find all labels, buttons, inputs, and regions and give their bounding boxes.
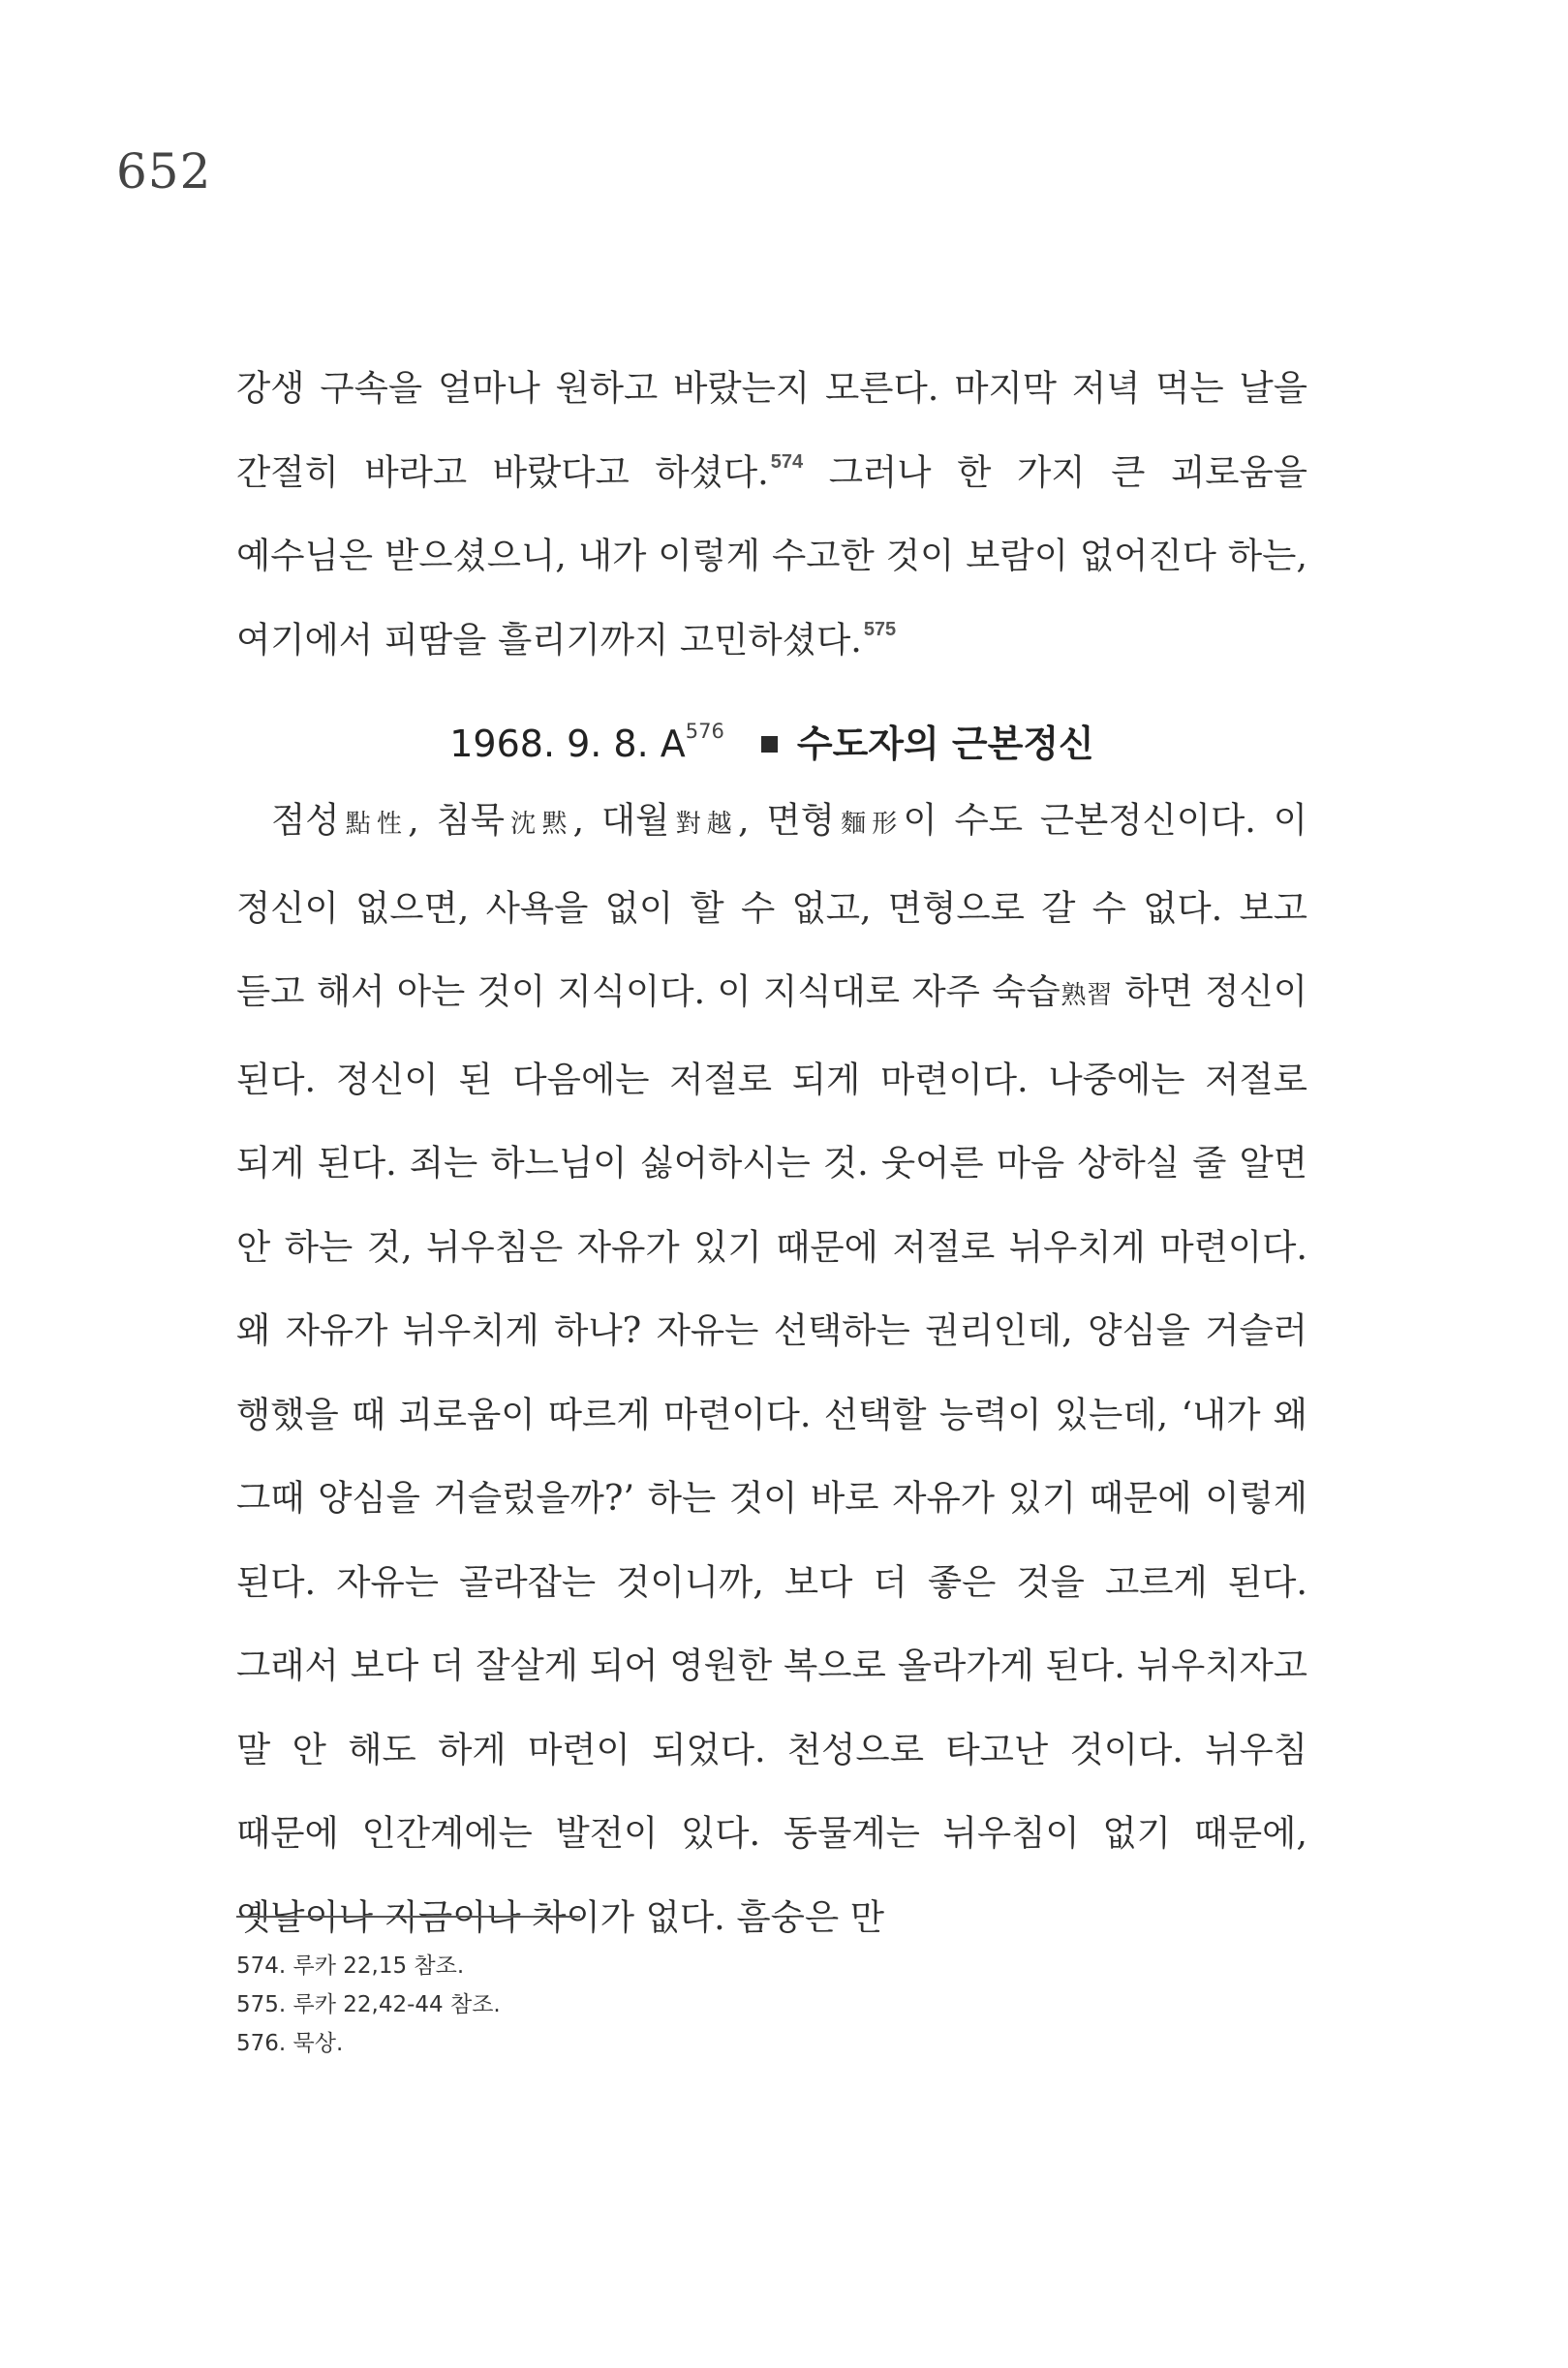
paragraph-2: [236, 779, 1307, 1959]
term-chimmuk: 침묵: [436, 799, 505, 841]
section-heading: [236, 710, 1307, 778]
hanja-daewol: 對越: [669, 810, 738, 839]
term-jeomseong: 점성: [271, 799, 340, 841]
footnotes: [236, 1947, 501, 2063]
paragraph-1: [236, 347, 1307, 682]
heading-date: 1968. 9. 8. A: [449, 723, 686, 765]
paragraph-1-text-a: 강생 구속을 얼마나 원하고 바랐는지 모른다. 마지막 저녁 먹는 날을 간절히 바라고 바랐다고 하셨다.: [236, 367, 1307, 493]
hanja-sukseup: 熟習: [1060, 981, 1114, 1010]
paragraph-2-text-c: 이 수도 근본정신이다. 이 정신이 없으면, 사욕을 없이 할 수 없고, 면형으로 갈 수 없다. 보고 듣고 해서 아는 것이 지식이다. 이 지식대로 자주 숙습: [236, 799, 1307, 1012]
term-myeonhyeong: 면형: [766, 799, 835, 841]
heading-title: 수도자의 근본정신: [796, 723, 1094, 765]
footnote-ref-574[interactable]: 574: [770, 450, 804, 473]
footnote-574: 574. 루카 22,15 참조.: [236, 1953, 465, 1979]
footnote-576: 576. 묵상.: [236, 2031, 344, 2056]
paragraph-1-text: [236, 347, 1307, 682]
paragraph-2-text-d: 하면 정신이 된다. 정신이 된 다음에는 저절로 되게 마련이다. 나중에는 저절로 되게 된다. 죄는 하느님이 싫어하시는 것. 웃어른 마음 상하실 줄 알면 안 하는 것, 뉘우침은 자유가 있기 때문에 저절로 뉘우치게 마련이다. 왜 자유가 뉘우치게 하나? 자유는 선택하는 권리인데, 양심을 거슬러 행했을 때 괴로움이 따르게 마련이다. 선택할 능력이 있는데, ‘내가 왜 그때 양심을 거슬렀을까?’ 하는 것이 바로 자유가 있기 때문에 이렇게 된다. 자유는 골라잡는 것이니까, 보다 더 좋은 것을 고르게 된다. 그래서 보다 더 잘살게 되어 영원한 복으로 올라가게 된다. 뉘우치자고 말 안 해도 하게 마련이 되었다. 천성으로 타고난 것이다. 뉘우침 때문에 인간계에는 발전이 있다. 동물계는 뉘우침이 없기 때문에, 옛날이나 지금이나 차이가 없다. 흠숭은 만: [236, 970, 1308, 1938]
hanja-myeonhyeong: 麵形: [834, 810, 904, 839]
term-daewol: 대월: [600, 799, 670, 841]
paragraph-1-text-b: 그러나 한 가지 큰 괴로움을 예수님은 받으셨으니, 내가 이렇게 수고한 것이 보람이 없어진다 하는, 여기에서 피땀을 흘리기까지 고민하셨다.: [236, 450, 1307, 661]
hanja-jeomseong: 點性: [339, 810, 409, 839]
hanja-chimmuk: 沈黙: [504, 810, 573, 839]
paragraph-2-text: [236, 779, 1307, 1959]
separator: ,: [737, 799, 767, 841]
footnote-ref-575[interactable]: 575: [863, 618, 897, 640]
separator: ,: [408, 799, 437, 841]
footnote-ref-576[interactable]: 576: [685, 720, 724, 744]
square-bullet-icon: [761, 736, 778, 753]
separator: ,: [572, 799, 601, 841]
footnote-divider: [236, 1916, 580, 1918]
footnote-575: 575. 루카 22,42-44 참조.: [236, 1992, 501, 2017]
page-number: 652: [116, 143, 212, 200]
